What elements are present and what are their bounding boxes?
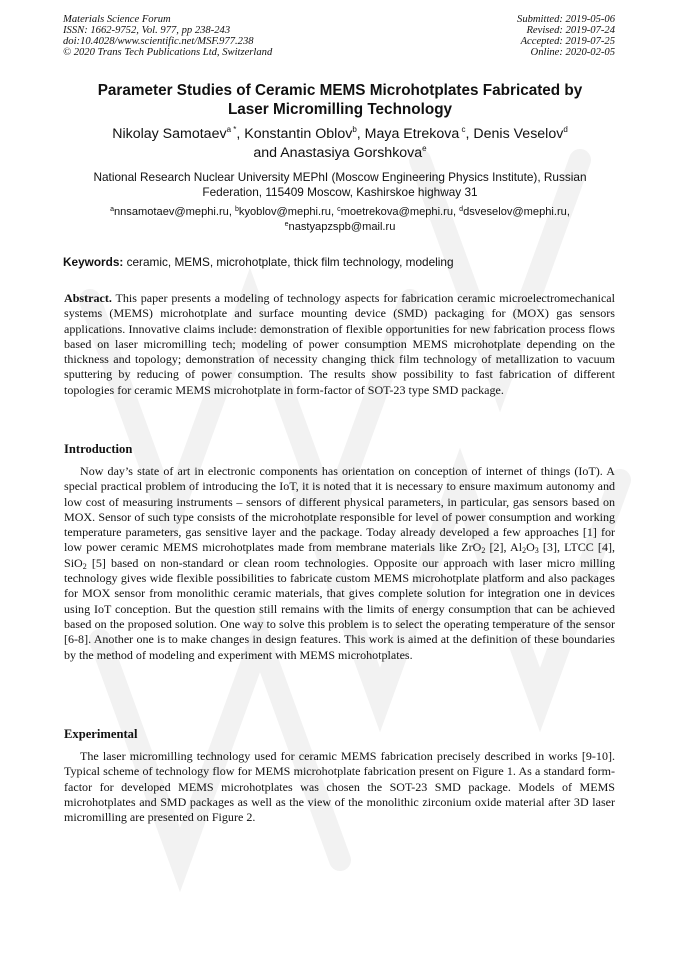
author-conjunction: and [253, 145, 281, 161]
author-name: Konstantin Oblov [244, 126, 353, 142]
abstract-label: Abstract. [64, 291, 112, 305]
paper-title [64, 81, 616, 119]
journal-issn: ISSN: 1662-9752, Vol. 977, pp 238-243 [63, 25, 231, 36]
keywords-label: Keywords: [63, 255, 124, 269]
date-revised: Revised: 2019-07-24 [526, 25, 615, 36]
affiliation [70, 170, 610, 200]
email-mark: e [284, 221, 289, 228]
email-mark: c [337, 206, 341, 213]
author-name: Anastasiya Gorshkova [280, 145, 423, 161]
abstract-text: This paper presents a modeling of technology aspects for fabrication ceramic microelectromechanical systems (MEMS) microhotplate and surface mounting device (SMD) packaging for (MOX) gas sensors applications. Innovative claims include: demonstration of flexible opportunities for new fabrication process flows based on laser micromilling tech; modeling of power consumption MEMS microhotplate depending on the thickness and topology; demonstration of necessity changing thick film technology of metallization to vacuum sputtering by reducing of power consumption. The results show possibility to fast fabrication of different topologies for ceramic MEMS microhotplate in form-factor of SOT-23 type SMD package. [64, 291, 615, 397]
journal-copyright: © 2020 Trans Tech Publications Ltd, Switzerland [63, 47, 273, 58]
email-mark: a [110, 206, 114, 213]
author-list [64, 125, 616, 163]
subscript: 3 [534, 546, 539, 556]
author-name: Nikolay Samotaev [112, 126, 227, 142]
author-separator: , [465, 126, 474, 142]
intro-text: [5] based on non-standard or clean room technologies. Opposite our approach with laser micro milling technology gives wide flexible possibilities to fabricate custom MEMS microhotplate platform and also packages for MOX sensor from monolithic ceramic materials, that gives complete solution for integration one in devices using IoT conception. But the question still remains with the limits of energy consumption that can be achieved based on the proposed solution. One way to solve this problem is to select the operating temperature of the sensor [6-8]. Another one is to make changes in design features. This work is aimed at the definition of these boundaries by the method of modeling and experiment with MEMS microhotplates. [64, 555, 615, 662]
email-address: dsveselov@mephi.ru, [463, 206, 570, 218]
affiliation-line-1: National Research Nuclear University MEPhI (Moscow Engineering Physics Institute), Russian [93, 170, 587, 184]
author-affiliation-mark: a * [226, 125, 237, 134]
email-mark: b [235, 206, 239, 213]
date-submitted: Submitted: 2019-05-06 [517, 14, 615, 25]
section-heading-experimental: Experimental [64, 727, 138, 741]
email-address: moetrekova@mephi.ru, [340, 206, 460, 218]
author-name: Denis Veselov [473, 126, 564, 142]
submission-dates [517, 14, 615, 58]
subscript: 2 [481, 546, 486, 556]
keywords-text: ceramic, MEMS, microhotplate, thick film technology, modeling [123, 255, 454, 269]
affiliation-line-2: Federation, 115409 Moscow, Kashirskoe highway 31 [202, 185, 478, 199]
keywords [63, 255, 617, 270]
email-address: nnsamotaev@mephi.ru, [113, 206, 235, 218]
section-heading-introduction: Introduction [64, 442, 133, 456]
subscript: 2 [522, 546, 527, 556]
experimental-paragraph: The laser micromilling technology used for ceramic MEMS fabrication precisely described in works [9-10]. Typical scheme of technology flow for MEMS microhotplate fabrication present on Figure 1. As a standard form-factor for developed MEMS microhotplates was chosen the SOT-23 SMD package. Models of MEMS microhotplates and SMD packages as well as the view of the monolithic zirconium oxide material after 3D laser micromilling are presented on Figure 2. [64, 749, 615, 825]
author-separator: , [236, 126, 245, 142]
author-separator: , [356, 126, 365, 142]
journal-info [63, 14, 272, 58]
journal-doi: doi:10.4028/www.scientific.net/MSF.977.238 [63, 36, 254, 47]
author-emails [64, 205, 616, 235]
email-address: nastyapzspb@mail.ru [288, 221, 396, 233]
intro-text: O [526, 540, 535, 555]
email-mark: d [459, 206, 464, 213]
title-line-2: Laser Micromilling Technology [227, 101, 453, 118]
abstract [64, 291, 615, 398]
intro-text: Now day’s state of art in electronic components has orientation on conception of internet of things (IoT). A special practical problem of introducing the IoT, it is noted that it is necessary to ensure maximum autonomy and low cost of measuring instruments – sensors of different physical parameters, in particular, gas sensors based on MOX. Sensor of such type consists of the microhotplate responsible for level of power consumption and working temperature parameters, gas sensitive layer and the package. Today already developed a few approaches [1] for low power ceramic MEMS microhotplates made from membrane materials like ZrO [64, 464, 615, 555]
date-online: Online: 2020-02-05 [530, 47, 615, 58]
date-accepted: Accepted: 2019-07-25 [520, 36, 615, 47]
author-name: Maya Etrekova [364, 126, 460, 142]
introduction-paragraph [64, 464, 615, 663]
journal-name: Materials Science Forum [63, 14, 171, 25]
email-address: kyoblov@mephi.ru, [238, 206, 338, 218]
author-affiliation-mark: b [352, 125, 357, 134]
author-affiliation-mark: e [422, 144, 427, 153]
intro-text: [3], LTCC [4], SiO [64, 540, 615, 570]
intro-text: [2], Al [485, 540, 523, 555]
author-affiliation-mark: d [563, 125, 568, 134]
title-line-1: Parameter Studies of Ceramic MEMS Microhotplates Fabricated by [97, 82, 583, 99]
author-affiliation-mark: c [459, 125, 466, 134]
subscript: 2 [82, 561, 87, 571]
